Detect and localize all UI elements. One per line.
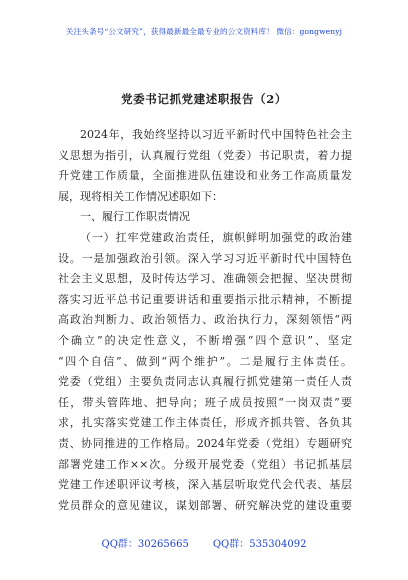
body-line: 党委（党组）主要负责同志认真履行抓党建第一责任人责: [58, 375, 352, 389]
body-line: 落实习近平总书记重要讲话和重要指示批示精神，不断提: [58, 292, 352, 306]
body-line: 任，带头管阵地、把导向；班子成员按照“一岗双责”要: [58, 395, 352, 409]
body-line: 个确立”的决定性意义，不断增强“四个意识”、坚定: [58, 333, 352, 347]
header-banner: 关注头条号“公文研究”，获得最新最全最专业的公文资料库！ 微信：gongwenyj: [65, 27, 343, 36]
body-line: 高政治判断力、政治领悟力、政治执行力，深刻领悟“两: [58, 313, 352, 327]
body-line: 党建工作述职评议考核，深入基层听取党代会代表、基层: [58, 478, 352, 492]
document-body: [58, 125, 352, 516]
body-line: 义思想为指引，认真履行党组（党委）书记职责，着力提: [58, 148, 352, 162]
footer-contact: [0, 535, 408, 550]
body-line: 设。一是加强政治引领。深入学习习近平新时代中国特色: [58, 251, 352, 265]
body-line: 党员群众的意见建议，谋划部署、研究解决党的建设重要: [58, 498, 352, 512]
body-line: 升党建工作质量，全面推进队伍建设和业务工作高质量发: [58, 169, 352, 183]
footer-qq-group-1: QQ群：30265665: [101, 539, 189, 550]
body-line: 展，现将相关工作情况述职如下：: [58, 189, 223, 203]
body-line: 部署党建工作××次。分级开展党委（党组）书记抓基层: [58, 457, 352, 471]
footer-qq-group-2: QQ群：535304092: [212, 539, 307, 550]
section-heading: 一、履行工作职责情况: [80, 210, 190, 224]
body-line: 社会主义思想，及时传达学习、准确领会把握、坚决贯彻: [58, 272, 352, 286]
document-title: 党委书记抓党建述职报告（2）: [121, 92, 287, 106]
body-line: “四个自信”、做到“两个维护”。二是履行主体责任。: [58, 354, 352, 368]
body-line: 求，扎实落实党建工作主体责任，形成齐抓共管、各负其: [58, 416, 352, 430]
body-line: （一）扛牢党建政治责任，旗帜鲜明加强党的政治建: [80, 230, 352, 244]
body-line: 2024年，我始终坚持以习近平新时代中国特色社会主: [80, 128, 352, 141]
body-line: 责、协同推进的工作格局。2024年党委（党组）专题研究: [58, 436, 352, 450]
